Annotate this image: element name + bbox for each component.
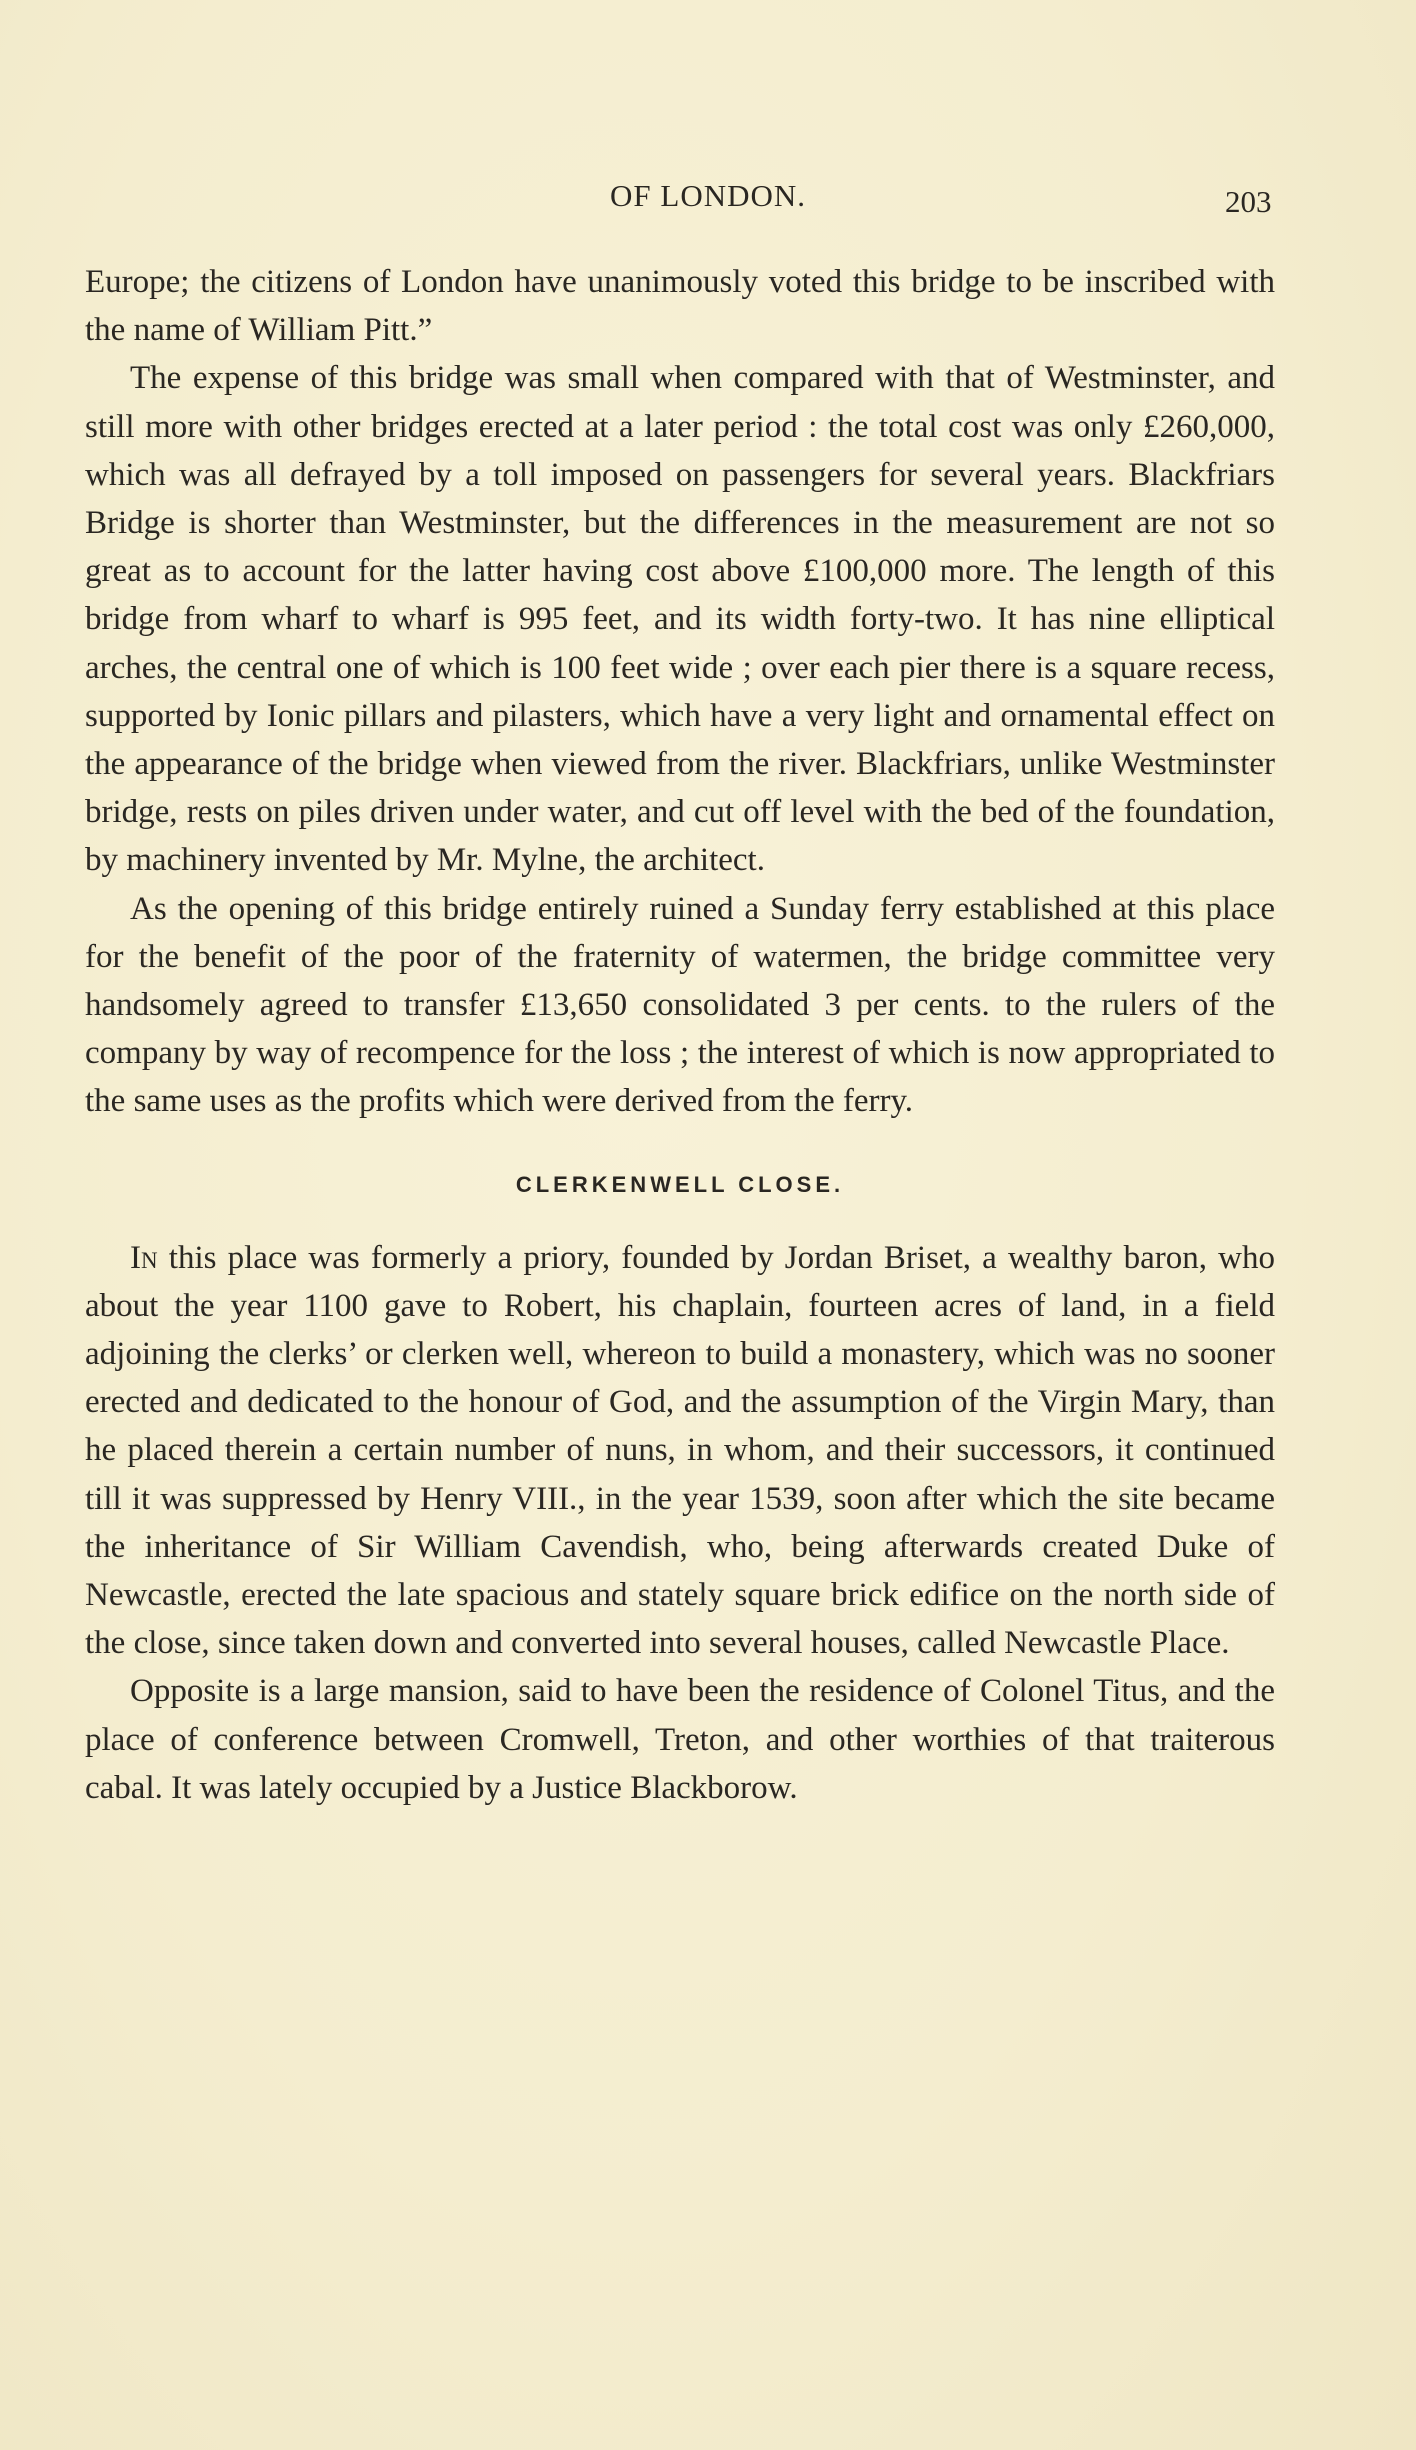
page-number: 203 <box>1225 184 1272 219</box>
paragraph-priory <box>85 1234 1275 1668</box>
paragraph-priory-text: this place was formerly a priory, founded by Jordan Briset, a wealthy baron, who about the year 1100 gave to Robert, his chaplain, fourteen acres of land, in a field adjoining the clerks’ or clerken well, whereon to build a monastery, which was no sooner erected and dedicated to the honour of God, and the assumption of the Virgin Mary, than he placed therein a certain number of nuns, in whom, and their successors, it continued till it was suppressed by Henry VIII., in the year 1539, soon after which the site became the inheritance of Sir William Cavendish, who, being afterwards created Duke of Newcastle, erected the late spacious and stately square brick edifice on the north side of the close, since taken down and converted into several houses, called Newcastle Place. <box>85 1239 1275 1662</box>
lead-word: In <box>130 1239 158 1276</box>
paragraph-mansion: Opposite is a large mansion, said to have been the residence of Colonel Titus, and the place of conference between Cromwell, Treton, and other worthies of that traiterous cabal. It was lately occupied by a Justice Blackborow. <box>85 1673 1275 1806</box>
paragraph-continued: Europe; the citizens of London have unanimously voted this bridge to be inscribed with the name of William Pitt.” <box>85 264 1275 349</box>
paragraph-bridge-expense: The expense of this bridge was small when compared with that of Westminster, and still more with other bridges erected at a later period : the total cost was only £260,000, which was all defrayed by a toll imposed on passengers for several years. Blackfriars Bridge is shorter than Westminster, but the differences in the measurement are not so great as to account for the latter having cost above £100,000 more. The length of this bridge from wharf to wharf is 995 feet, and its width forty-two. It has nine elliptical arches, the central one of which is 100 feet wide ; over each pier there is a square recess, supported by Ionic pillars and pilasters, which have a very light and ornamental effect on the appearance of the bridge when viewed from the river. Blackfriars, unlike Westminster bridge, rests on piles driven under water, and cut off level with the bed of the foundation, by machinery invented by Mr. Mylne, the architect. <box>85 360 1275 879</box>
section-heading: CLERKENWELL CLOSE. <box>515 1171 845 1197</box>
paragraph-ferry: As the opening of this bridge entirely ruined a Sunday ferry established at this place for the benefit of the poor of the fraternity of watermen, the bridge committee very handsomely agreed to transfer £13,650 consolidated 3 per cents. to the rulers of the company by way of recompence for the loss ; the interest of which is now appropriated to the same uses as the profits which were derived from the ferry. <box>85 890 1275 1120</box>
body-text <box>85 258 1275 1812</box>
page-header <box>0 178 1416 228</box>
running-title: OF LONDON. <box>610 178 806 213</box>
